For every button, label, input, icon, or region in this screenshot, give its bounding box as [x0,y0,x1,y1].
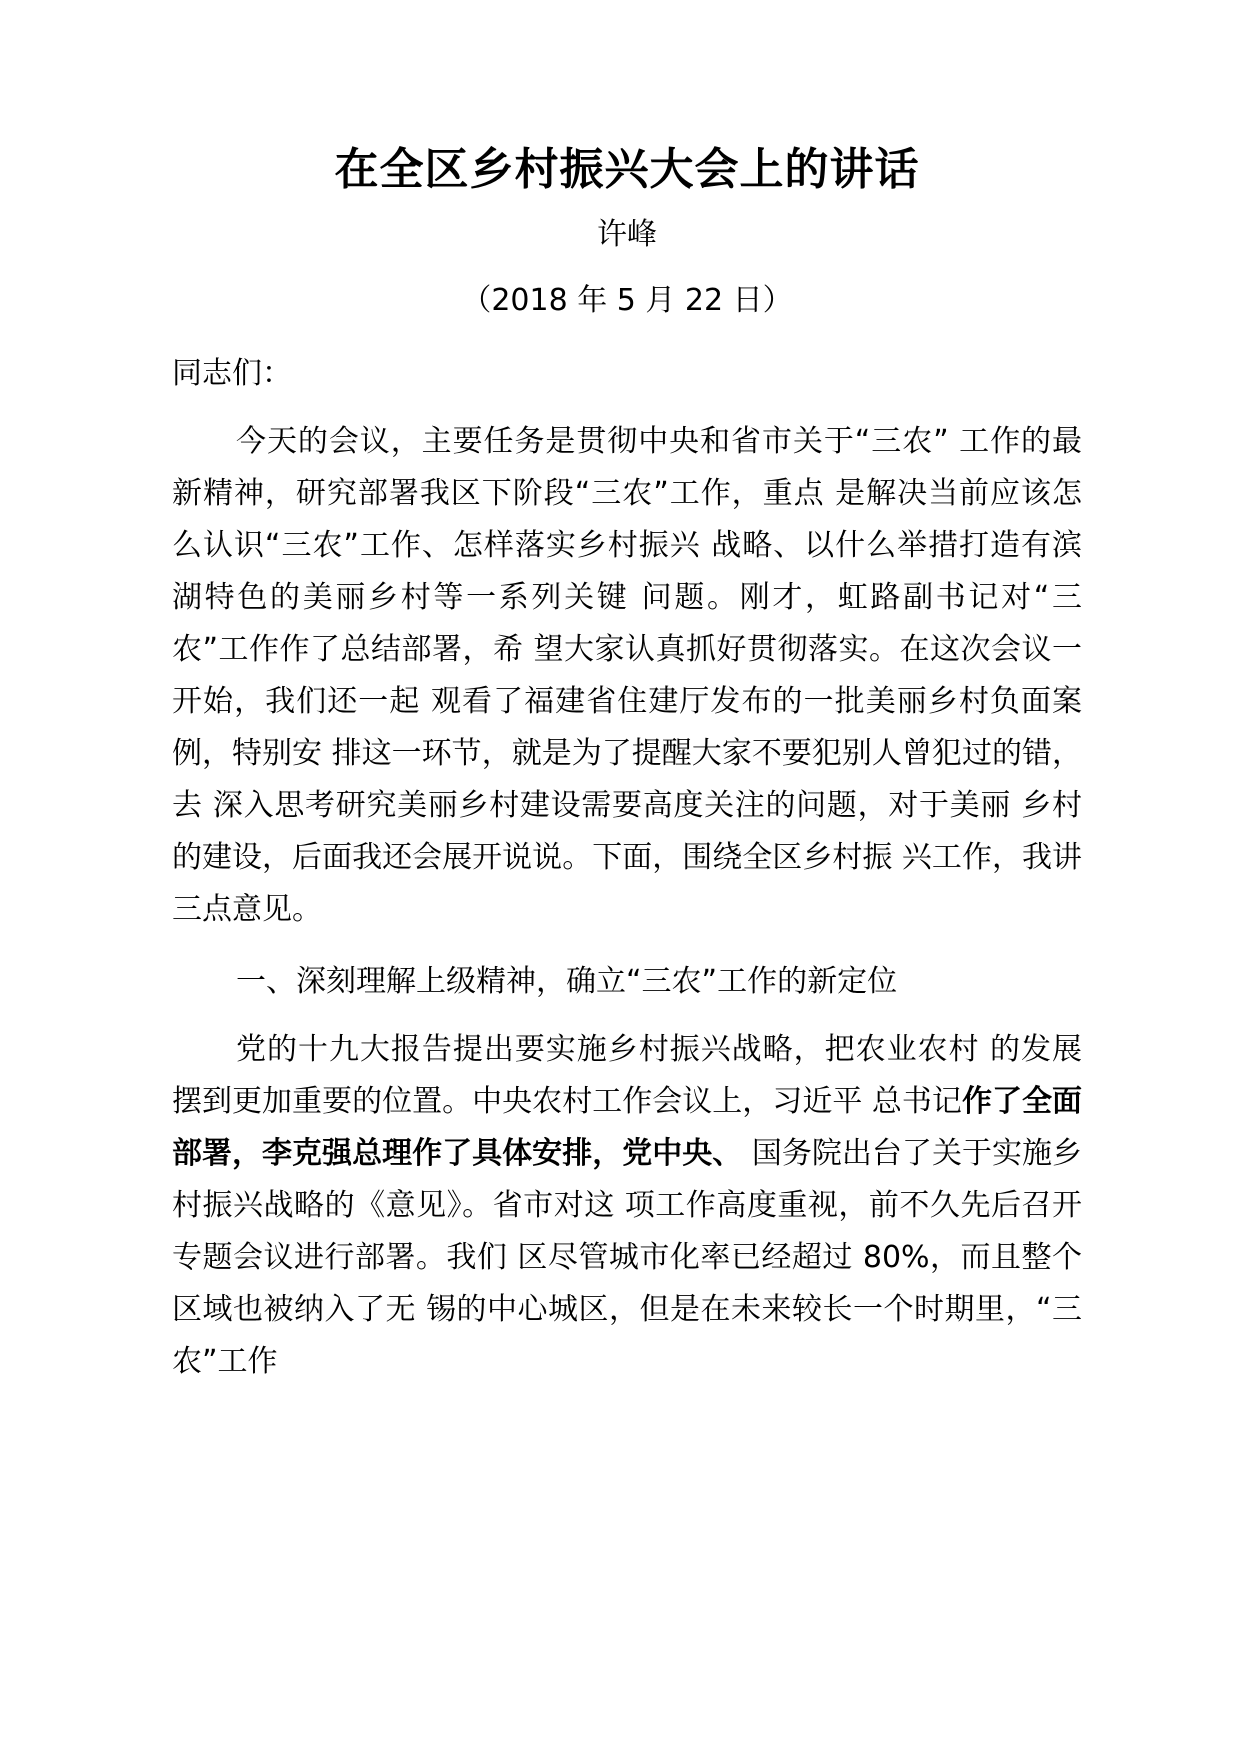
section-heading-1: 一、深刻理解上级精神，确立“三农”工作的新定位 [236,964,898,999]
paragraph-2-text-end: 国务院出台了关于实施乡村振兴战略的《意见》。省市对这 项工作高度重视，前不久先后召开专题会议进行部署。我们 区尽管城市化率已经超过 80%，而且整个区域也被纳入了无 锡的中心城区，但是在未来较长一个时期里，“三农”工作 [172,1136,1082,1379]
paragraph-2-bold-text: 作了全面部署，李克强总理作了具体安排，党中央、 [172,1084,1082,1171]
document-date: （2018 年 5 月 22 日） [461,283,793,318]
paragraph-2-text-start: 党的十九大报告提出要实施乡村振兴战略，把农业农村 的发展摆到更加重要的位置。中央农村工作会议上，习近平 总书记 [172,1032,1082,1119]
paragraph-1: 今天的会议，主要任务是贯彻中央和省市关于“三农” 工作的最新精神，研究部署我区下阶段“三农”工作，重点 是解决当前应该怎么认识“三农”工作、怎样落实乡村振兴 战略、以什么举措打造有滨湖特色的美丽乡村等一系列关键 问题。刚才，虹路副书记对“三农”工作作了总结部署，希 望大家认真抓好贯彻落实。在这次会议一开始，我们还一起 观看了福建省住建厅发布的一批美丽乡村负面案例，特别安 排这一环节，就是为了提醒大家不要犯别人曾犯过的错，去 深入思考研究美丽乡村建设需要高度关注的问题，对于美丽 乡村的建设，后面我还会展开说说。下面，围绕全区乡村振 兴工作，我讲三点意见。 [172,424,1082,927]
document-title: 在全区乡村振兴大会上的讲话 [334,144,920,195]
paragraph-2 [172,1024,1082,1388]
document-author: 许峰 [597,217,657,252]
salutation: 同志们： [172,356,292,391]
